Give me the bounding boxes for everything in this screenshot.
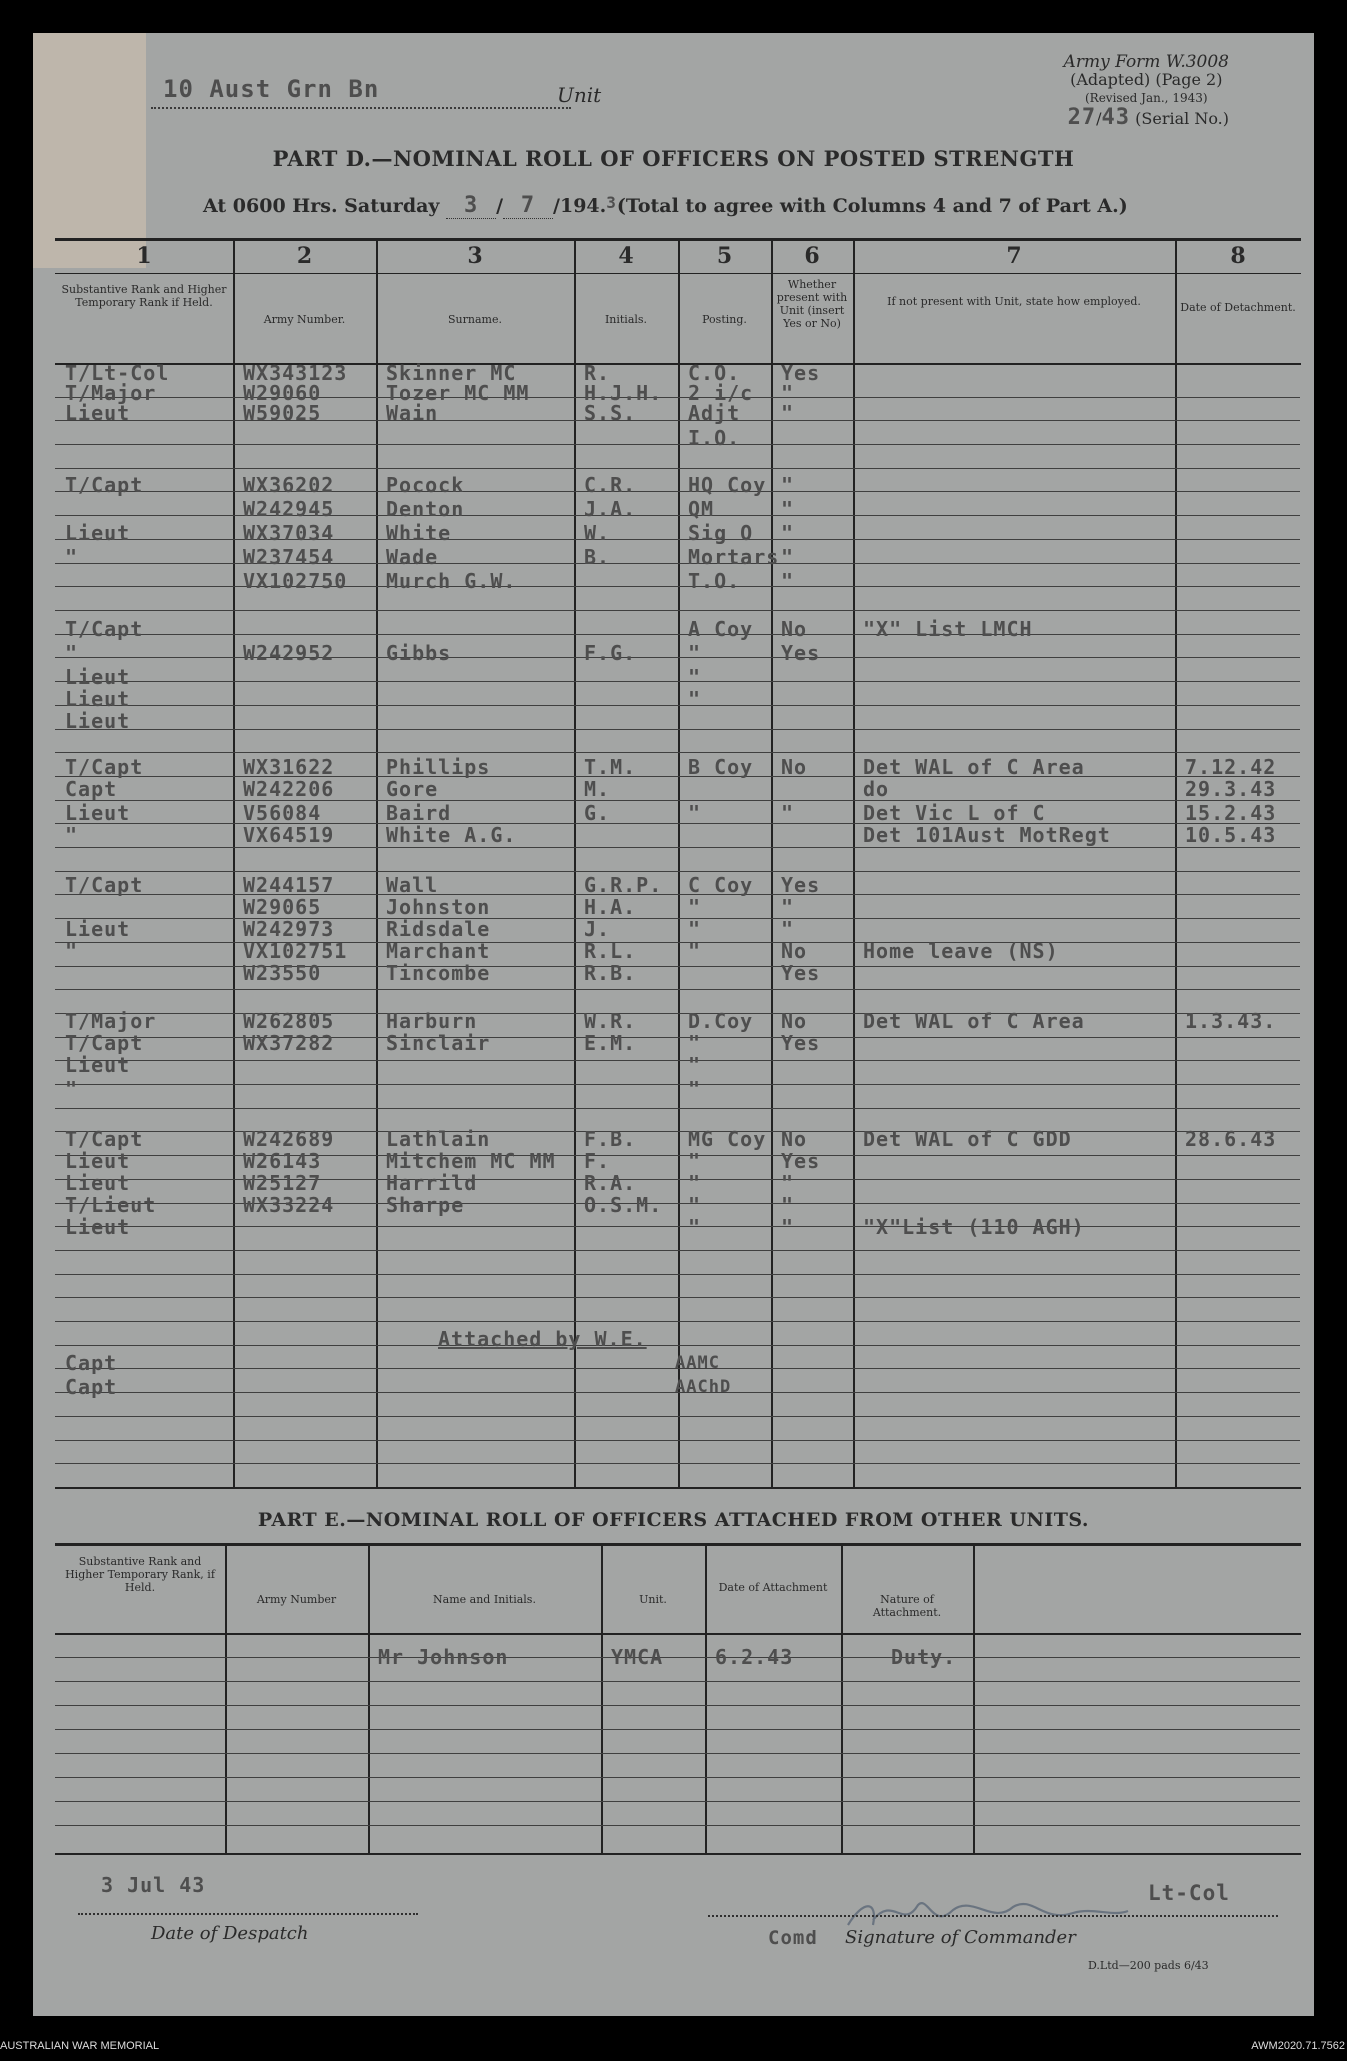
- table-cell: ": [65, 1077, 79, 1101]
- row-rule: [55, 1179, 1300, 1180]
- table-cell: White A.G.: [386, 823, 517, 847]
- table-cell: R.L.: [584, 939, 637, 963]
- row-rule: [55, 942, 1300, 943]
- table-cell: Baird: [386, 801, 452, 825]
- row-rule: [55, 1226, 1300, 1227]
- table-cell: G.: [584, 801, 611, 825]
- row-rule: [55, 397, 1300, 398]
- row-rule: [55, 563, 1300, 564]
- row-rule: [55, 515, 1300, 516]
- row-rule: [55, 681, 1300, 682]
- table-cell: W.R.: [584, 1009, 637, 1033]
- table-cell: T/Lieut: [65, 1193, 157, 1217]
- table-cell: W29060: [243, 381, 322, 405]
- row-rule: [55, 1084, 1300, 1085]
- form-number: Army Form W.3008: [1063, 52, 1229, 72]
- table-cell: ": [781, 497, 795, 521]
- table-cell: ": [781, 801, 795, 825]
- part-e-header: Date of Attachment: [718, 1581, 828, 1594]
- part-e-cell: YMCA: [611, 1645, 664, 1669]
- part-e-divider: [841, 1543, 843, 1853]
- table-cell: E.M.: [584, 1031, 637, 1055]
- row-rule: [55, 705, 1300, 706]
- table-rule: [55, 1487, 1301, 1489]
- column-divider: [233, 238, 235, 1487]
- table-cell: 2 i/c: [688, 381, 754, 405]
- form-sheet: [33, 33, 1314, 2016]
- table-cell: W242945: [243, 497, 335, 521]
- column-number: 7: [1006, 243, 1022, 269]
- table-cell: Lieut: [65, 709, 131, 733]
- table-cell: T/Capt: [65, 873, 144, 897]
- part-e-divider: [705, 1543, 707, 1853]
- table-cell: Sharpe: [386, 1193, 465, 1217]
- attached-posting: AAMC: [675, 1353, 720, 1373]
- row-rule: [55, 610, 1300, 611]
- row-rule: [55, 657, 1300, 658]
- row-rule: [55, 586, 1300, 587]
- table-cell: Lieut: [65, 665, 131, 689]
- table-cell: Marchant: [386, 939, 491, 963]
- column-divider: [1175, 238, 1177, 1487]
- part-e-rule: [55, 1543, 1301, 1546]
- column-header: If not present with Unit, state how employed.: [887, 295, 1141, 308]
- row-rule: [55, 989, 1300, 990]
- table-cell: M.: [584, 777, 611, 801]
- table-cell: V56084: [243, 801, 322, 825]
- row-rule: [55, 444, 1300, 445]
- table-cell: W237454: [243, 545, 335, 569]
- row-rule: [55, 1440, 1300, 1441]
- table-cell: W26143: [243, 1149, 322, 1173]
- table-cell: Lieut: [65, 1149, 131, 1173]
- table-cell: Capt: [65, 777, 118, 801]
- despatch-line: [78, 1913, 418, 1915]
- row-rule: [55, 539, 1300, 540]
- row-rule: [55, 1203, 1300, 1204]
- table-cell: ": [781, 521, 795, 545]
- table-cell: ": [781, 473, 795, 497]
- row-rule: [55, 1037, 1300, 1038]
- table-cell: Det WAL of C Area: [863, 755, 1085, 779]
- part-e-header: Army Number: [256, 1593, 337, 1606]
- serial-label: (Serial No.): [1135, 109, 1229, 128]
- column-divider: [574, 238, 576, 1487]
- table-cell: Lieut: [65, 401, 131, 425]
- table-cell: Det 101Aust MotRegt: [863, 823, 1111, 847]
- column-divider: [771, 238, 773, 1487]
- table-cell: Johnston: [386, 895, 491, 919]
- table-cell: VX64519: [243, 823, 335, 847]
- table-cell: ": [688, 917, 702, 941]
- table-cell: Ridsdale: [386, 917, 491, 941]
- unit-name: 10 Aust Grn Bn: [163, 75, 380, 103]
- table-cell: W59025: [243, 401, 322, 425]
- table-cell: W242973: [243, 917, 335, 941]
- table-cell: Lieut: [65, 917, 131, 941]
- table-cell: H.A.: [584, 895, 637, 919]
- signature-line: [708, 1915, 1278, 1917]
- table-cell: Mortars: [688, 545, 780, 569]
- table-cell: ": [781, 895, 795, 919]
- table-cell: T.M.: [584, 755, 637, 779]
- table-cell: Wade: [386, 545, 439, 569]
- table-cell: Yes: [781, 1031, 821, 1055]
- table-cell: Gore: [386, 777, 439, 801]
- table-cell: H.J.H.: [584, 381, 663, 405]
- column-header: Army Number.: [263, 313, 346, 326]
- table-cell: Gibbs: [386, 641, 452, 665]
- table-cell: Det Vic L of C: [863, 801, 1046, 825]
- table-cell: O.S.M.: [584, 1193, 663, 1217]
- part-e-cell: Duty.: [891, 1645, 957, 1669]
- row-rule: [55, 468, 1300, 469]
- row-rule: [55, 1463, 1300, 1464]
- table-cell: No: [781, 617, 808, 641]
- table-cell: MG Coy: [688, 1127, 767, 1151]
- column-number: 5: [716, 243, 733, 269]
- table-cell: F.G.: [584, 641, 637, 665]
- year-digit: 3: [606, 193, 617, 212]
- table-cell: ": [688, 687, 702, 711]
- archive-credit: AUSTRALIAN WAR MEMORIAL: [0, 2040, 160, 2052]
- table-cell: Yes: [781, 873, 821, 897]
- part-e-rule: [55, 1633, 1301, 1635]
- table-cell: ": [688, 1171, 702, 1195]
- table-cell: Denton: [386, 497, 465, 521]
- part-e-row-rule: [55, 1729, 1300, 1730]
- table-cell: Tozer MC MM: [386, 381, 530, 405]
- table-cell: Wall: [386, 873, 439, 897]
- table-cell: Lieut: [65, 1053, 131, 1077]
- date-line: At 0600 Hrs. Saturday 3 / 7 /194.$^3$(Total to agree with Columns 4 and 7 of Part A.): [203, 193, 1128, 218]
- table-cell: Yes: [781, 641, 821, 665]
- row-rule: [55, 1274, 1300, 1275]
- table-cell: ": [688, 801, 702, 825]
- table-cell: Lieut: [65, 1171, 131, 1195]
- row-rule: [55, 1250, 1300, 1251]
- row-rule: [55, 800, 1300, 801]
- table-cell: ": [781, 545, 795, 569]
- part-e-header: Unit.: [639, 1593, 667, 1606]
- table-cell: W262805: [243, 1009, 335, 1033]
- table-cell: Murch G.W.: [386, 569, 517, 593]
- table-cell: do: [863, 777, 890, 801]
- serial-typed: 27: [1067, 105, 1097, 130]
- table-cell: 28.6.43: [1185, 1127, 1277, 1151]
- at-label: At 0600 Hrs. Saturday: [203, 195, 440, 217]
- column-header: Posting.: [702, 313, 747, 326]
- table-cell: ": [781, 1193, 795, 1217]
- row-rule: [55, 1416, 1300, 1417]
- despatch-date: 3 Jul 43: [101, 1873, 206, 1897]
- table-cell: 15.2.43: [1185, 801, 1277, 825]
- table-cell: ": [781, 917, 795, 941]
- row-rule: [55, 918, 1300, 919]
- part-e-cell: Mr Johnson: [378, 1645, 509, 1669]
- part-e-divider: [601, 1543, 603, 1853]
- part-e-divider: [225, 1543, 227, 1853]
- table-cell: T/Lt-Col: [65, 361, 170, 385]
- column-number: 8: [1230, 243, 1246, 269]
- despatch-label: Date of Despatch: [151, 1923, 309, 1944]
- row-rule: [55, 1155, 1300, 1156]
- table-cell: T/Capt: [65, 473, 144, 497]
- table-cell: W25127: [243, 1171, 322, 1195]
- table-cell: Tincombe: [386, 961, 491, 985]
- table-cell: G.R.P.: [584, 873, 663, 897]
- table-cell: ": [688, 895, 702, 919]
- attached-posting: AAChD: [675, 1377, 732, 1397]
- row-rule: [55, 420, 1300, 421]
- table-cell: ": [65, 545, 79, 569]
- table-cell: T/Capt: [65, 617, 144, 641]
- part-e-cell: 6.2.43: [715, 1645, 794, 1669]
- table-cell: W242952: [243, 641, 335, 665]
- table-cell: Harrild: [386, 1171, 478, 1195]
- table-cell: F.: [584, 1149, 611, 1173]
- table-cell: W242206: [243, 777, 335, 801]
- row-rule: [55, 1060, 1300, 1061]
- table-cell: WX31622: [243, 755, 335, 779]
- table-cell: Harburn: [386, 1009, 478, 1033]
- table-cell: "X"List (110 AGH): [863, 1215, 1085, 1239]
- table-cell: WX37034: [243, 521, 335, 545]
- row-rule: [55, 1131, 1300, 1132]
- table-cell: Pocock: [386, 473, 465, 497]
- table-cell: C Coy: [688, 873, 754, 897]
- row-rule: [55, 1013, 1300, 1014]
- row-rule: [55, 871, 1300, 872]
- form-identifier: [1064, 53, 1229, 107]
- table-cell: Lieut: [65, 1215, 131, 1239]
- printer-imprint: D.Ltd—200 pads 6/43: [1088, 1959, 1209, 1972]
- table-cell: A Coy: [688, 617, 754, 641]
- row-rule: [55, 823, 1300, 824]
- month-value: 7: [503, 193, 553, 219]
- column-divider: [376, 238, 378, 1487]
- table-cell: VX102750: [243, 569, 348, 593]
- column-number: 3: [467, 243, 483, 269]
- part-d-title: PART D.—NOMINAL ROLL OF OFFICERS ON POSTED STRENGTH: [272, 146, 1075, 171]
- table-cell: W23550: [243, 961, 322, 985]
- table-cell: I.O.: [688, 426, 741, 450]
- column-number: 6: [804, 243, 820, 269]
- table-cell: "X" List LMCH: [863, 617, 1033, 641]
- row-rule: [55, 729, 1300, 730]
- table-cell: ": [781, 1215, 795, 1239]
- unit-label: Unit: [557, 83, 602, 107]
- part-e-divider: [973, 1543, 975, 1853]
- attached-label: Attached by W.E.: [438, 1327, 647, 1351]
- part-e-divider: [368, 1543, 370, 1853]
- table-cell: Skinner MC: [386, 361, 517, 385]
- table-cell: J.: [584, 917, 611, 941]
- table-cell: WX33224: [243, 1193, 335, 1217]
- table-cell: Sinclair: [386, 1031, 491, 1055]
- row-rule: [55, 1297, 1300, 1298]
- commander-rank: Lt-Col: [1148, 1881, 1230, 1905]
- table-cell: No: [781, 1009, 808, 1033]
- table-cell: ": [65, 641, 79, 665]
- table-cell: Adjt: [688, 401, 741, 425]
- table-cell: ": [781, 1171, 795, 1195]
- signature-label: Signature of Commander: [845, 1927, 1076, 1948]
- table-cell: ": [688, 665, 702, 689]
- column-header: Whether present with Unit (insert Yes or No): [776, 278, 848, 330]
- table-cell: ": [688, 1053, 702, 1077]
- part-e-header: Name and Initials.: [433, 1593, 536, 1606]
- table-cell: R.A.: [584, 1171, 637, 1195]
- table-cell: T/Capt: [65, 1127, 144, 1151]
- table-cell: W29065: [243, 895, 322, 919]
- table-cell: C.O.: [688, 361, 741, 385]
- row-rule: [55, 491, 1300, 492]
- table-cell: ": [688, 641, 702, 665]
- table-cell: T.O.: [688, 569, 741, 593]
- table-cell: QM: [688, 497, 715, 521]
- table-cell: R.: [584, 361, 611, 385]
- row-rule: [55, 966, 1300, 967]
- table-cell: No: [781, 755, 808, 779]
- row-rule: [55, 894, 1300, 895]
- table-cell: 1.3.43.: [1185, 1009, 1277, 1033]
- table-cell: T/Capt: [65, 755, 144, 779]
- column-divider: [853, 238, 855, 1487]
- table-cell: White: [386, 521, 452, 545]
- column-header: Initials.: [604, 313, 648, 326]
- table-cell: W.: [584, 521, 611, 545]
- table-cell: 10.5.43: [1185, 823, 1277, 847]
- year-prefix: /194.: [553, 195, 607, 217]
- table-cell: ": [688, 1193, 702, 1217]
- table-cell: 29.3.43: [1185, 777, 1277, 801]
- form-revised: (Revised Jan., 1943): [1084, 91, 1208, 105]
- row-rule: [55, 1108, 1300, 1109]
- row-rule: [55, 634, 1300, 635]
- table-cell: S.S.: [584, 401, 637, 425]
- column-number: 2: [296, 243, 313, 269]
- comd-typed: Comd: [768, 1927, 818, 1949]
- serial-number: 27/43 (Serial No.): [1067, 105, 1229, 130]
- part-e-header: Nature of Attachment.: [872, 1593, 942, 1619]
- table-cell: W242689: [243, 1127, 335, 1151]
- table-cell: ": [688, 939, 702, 963]
- archive-reference: AWM2020.71.7562: [1251, 2040, 1345, 2052]
- column-header: Date of Detachment.: [1180, 301, 1296, 314]
- table-cell: ": [65, 823, 79, 847]
- table-cell: Det WAL of C GDD: [863, 1127, 1072, 1151]
- table-cell: Mitchem MC MM: [386, 1149, 556, 1173]
- table-cell: HQ Coy: [688, 473, 767, 497]
- table-cell: Phillips: [386, 755, 491, 779]
- table-cell: ": [781, 569, 795, 593]
- table-cell: B Coy: [688, 755, 754, 779]
- table-cell: Yes: [781, 361, 821, 385]
- table-cell: ": [688, 1031, 702, 1055]
- attached-rank: Capt: [65, 1351, 118, 1375]
- column-header: Substantive Rank and Higher Temporary Rank if Held.: [61, 283, 227, 309]
- table-cell: Lieut: [65, 801, 131, 825]
- attached-rank: Capt: [65, 1375, 118, 1399]
- total-note: (Total to agree with Columns 4 and 7 of Part A.): [616, 195, 1128, 217]
- part-e-row-rule: [55, 1825, 1300, 1826]
- table-cell: Yes: [781, 1149, 821, 1173]
- row-rule: [55, 1321, 1300, 1322]
- table-cell: T/Major: [65, 381, 157, 405]
- row-rule: [55, 1345, 1300, 1346]
- part-e-row-rule: [55, 1801, 1300, 1802]
- table-cell: Lieut: [65, 521, 131, 545]
- column-number: 1: [136, 243, 152, 269]
- part-e-row-rule: [55, 1753, 1300, 1754]
- form-adapted: (Adapted) (Page 2): [1070, 70, 1223, 89]
- table-cell: R.B.: [584, 961, 637, 985]
- table-cell: B.: [584, 545, 611, 569]
- table-cell: Home leave (NS): [863, 939, 1059, 963]
- table-cell: 7.12.42: [1185, 755, 1277, 779]
- table-cell: ": [688, 1149, 702, 1173]
- row-rule: [55, 847, 1300, 848]
- table-cell: Yes: [781, 961, 821, 985]
- table-cell: Det WAL of C Area: [863, 1009, 1085, 1033]
- part-e-row-rule: [55, 1777, 1300, 1778]
- table-cell: ": [781, 381, 795, 405]
- table-cell: T/Capt: [65, 1031, 144, 1055]
- table-cell: T/Major: [65, 1009, 157, 1033]
- table-cell: F.B.: [584, 1127, 637, 1151]
- table-cell: WX37282: [243, 1031, 335, 1055]
- table-cell: WX36202: [243, 473, 335, 497]
- table-cell: Lathlain: [386, 1127, 491, 1151]
- part-e-row-rule: [55, 1657, 1300, 1658]
- day-value: 3: [446, 193, 496, 219]
- part-e-header: Substantive Rank and Higher Temporary Rank, if Held.: [65, 1555, 215, 1594]
- part-e-row-rule: [55, 1681, 1300, 1682]
- column-divider: [678, 238, 680, 1487]
- part-e-title: PART E.—NOMINAL ROLL OF OFFICERS ATTACHED FROM OTHER UNITS.: [257, 1509, 1090, 1531]
- table-cell: VX102751: [243, 939, 348, 963]
- table-cell: J.A.: [584, 497, 637, 521]
- column-header: Surname.: [448, 313, 502, 326]
- part-e-row-rule: [55, 1705, 1300, 1706]
- part-e-rule: [55, 1853, 1301, 1855]
- table-cell: ": [65, 939, 79, 963]
- table-cell: Wain: [386, 401, 439, 425]
- row-rule: [55, 752, 1300, 753]
- serial-typed-2: 43: [1101, 105, 1131, 130]
- table-cell: D.Coy: [688, 1009, 754, 1033]
- table-cell: ": [781, 401, 795, 425]
- table-cell: Lieut: [65, 687, 131, 711]
- table-cell: No: [781, 939, 808, 963]
- table-cell: WX343123: [243, 361, 348, 385]
- table-cell: W244157: [243, 873, 335, 897]
- table-cell: C.R.: [584, 473, 637, 497]
- table-cell: No: [781, 1127, 808, 1151]
- column-number: 4: [618, 243, 634, 269]
- table-cell: Sig O: [688, 521, 754, 545]
- row-rule: [55, 776, 1300, 777]
- table-cell: ": [688, 1215, 702, 1239]
- unit-dotted-line: [151, 107, 571, 109]
- table-cell: ": [688, 1077, 702, 1101]
